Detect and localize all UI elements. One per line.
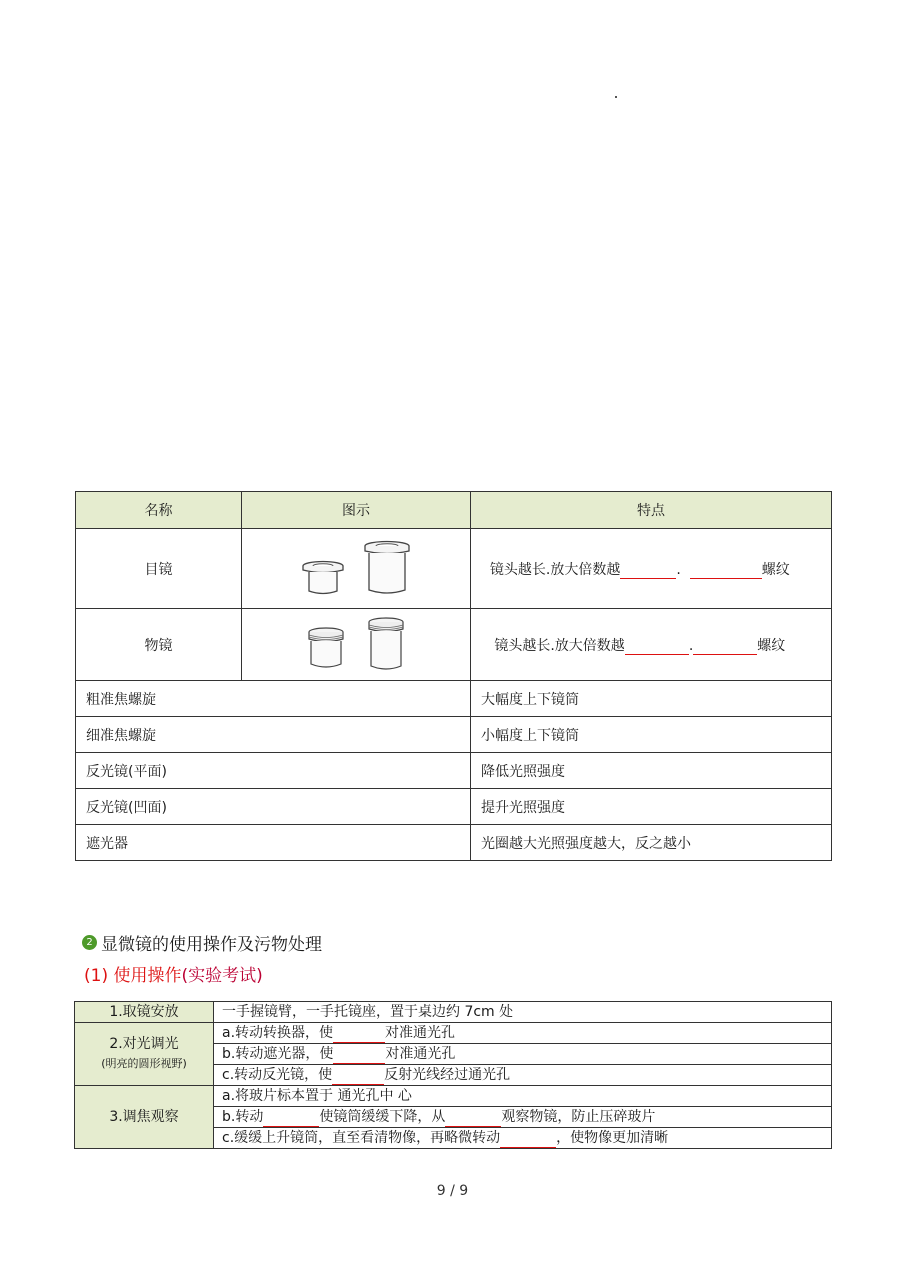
table-row	[76, 609, 832, 681]
step-text	[214, 1023, 832, 1044]
step-text-part: b.转动遮光器，使	[222, 1045, 334, 1062]
thread-label: 螺纹	[761, 561, 790, 578]
eyepiece-feature-text: 镜头越长.放大倍数越	[489, 561, 621, 578]
feature-separator: .	[688, 637, 694, 654]
blank-objective-2	[693, 640, 757, 655]
blank-eyepiece-2	[690, 564, 762, 579]
short-objective-icon	[305, 626, 347, 674]
step-label: 3.调焦观察	[75, 1086, 214, 1149]
part-feature: 光圈越大光照强度越大，反之越小	[471, 825, 832, 861]
microscope-parts-table	[75, 491, 832, 861]
step-label	[75, 1023, 214, 1086]
objective-feature-text: 镜头越长.放大倍数越	[494, 637, 625, 654]
blank-objective-1	[625, 640, 689, 655]
step-text-part: 对准通光孔	[385, 1024, 456, 1041]
part-name: 细准焦螺旋	[76, 717, 471, 753]
subsection-heading	[84, 961, 263, 986]
blank	[263, 1113, 319, 1127]
step-text-part: 对准通光孔	[385, 1045, 456, 1062]
table-row	[76, 753, 832, 789]
step-label-text: 2.对光调光	[109, 1036, 179, 1052]
header-name: 名称	[76, 492, 242, 529]
objective-diagram	[242, 609, 471, 681]
step-label: 1.取镜安放	[75, 1002, 214, 1023]
table-row	[76, 825, 832, 861]
section-number-badge: 2	[82, 935, 97, 950]
subsection-prefix: (1) 使用操作	[84, 966, 182, 986]
operation-steps-table	[74, 1001, 832, 1149]
step-text-part: 使镜筒缓缓下降，从	[319, 1108, 446, 1125]
blank	[445, 1113, 501, 1127]
subsection-note: (实验考试)	[181, 966, 263, 986]
step-text-part: 观察物镜，防止压碎玻片	[501, 1108, 656, 1125]
step-text	[214, 1128, 832, 1149]
blank	[333, 1029, 385, 1043]
blank	[333, 1050, 385, 1064]
short-eyepiece-icon	[301, 560, 345, 598]
table-row	[76, 681, 832, 717]
table-row	[76, 717, 832, 753]
part-name: 反光镜(凹面)	[76, 789, 471, 825]
eyepiece-diagram	[242, 529, 471, 609]
section-title: 显微镜的使用操作及污物处理	[101, 935, 322, 955]
blank	[500, 1134, 556, 1148]
step-text-part: a.转动转换器，使	[222, 1024, 334, 1041]
step-text: 一手握镜臂，一手托镜座，置于桌边约 7cm 处	[214, 1002, 832, 1023]
step-text-part: c.缓缓上升镜筒，直至看清物像，再略微转动	[222, 1129, 501, 1146]
eyepiece-feature	[471, 529, 832, 609]
part-feature: 大幅度上下镜筒	[471, 681, 832, 717]
step-text-part: 反射光线经过通光孔	[384, 1066, 511, 1083]
long-eyepiece-icon	[363, 540, 411, 598]
part-feature: 提升光照强度	[471, 789, 832, 825]
feature-separator: .	[676, 561, 681, 578]
thread-label: 螺纹	[757, 637, 786, 654]
section-heading	[82, 930, 322, 955]
stray-dot	[615, 96, 617, 98]
part-name: 遮光器	[76, 825, 471, 861]
blank-eyepiece-1	[620, 564, 676, 579]
part-feature: 小幅度上下镜筒	[471, 717, 832, 753]
table-row	[76, 789, 832, 825]
step-text	[214, 1044, 832, 1065]
objective-feature	[471, 609, 832, 681]
table-row	[75, 1086, 832, 1107]
step-text: a.将玻片标本置于 通光孔中 心	[214, 1086, 832, 1107]
header-diagram: 图示	[242, 492, 471, 529]
long-objective-icon	[365, 616, 407, 674]
part-feature: 降低光照强度	[471, 753, 832, 789]
step-text-part: ，使物像更加清晰	[556, 1129, 669, 1146]
header-feature: 特点	[471, 492, 832, 529]
part-name: 粗准焦螺旋	[76, 681, 471, 717]
part-name: 反光镜(平面)	[76, 753, 471, 789]
step-text-part: b.转动	[222, 1108, 264, 1125]
step-text	[214, 1065, 832, 1086]
eyepiece-name: 目镜	[76, 529, 242, 609]
step-text-part: c.转动反光镜，使	[222, 1066, 333, 1083]
table-row	[75, 1023, 832, 1044]
blank	[332, 1071, 384, 1085]
table-row	[76, 529, 832, 609]
step-label-sub: (明亮的圆形视野)	[101, 1057, 187, 1070]
step-text	[214, 1107, 832, 1128]
objective-name: 物镜	[76, 609, 242, 681]
page-number: 9 / 9	[436, 1183, 469, 1199]
table-row	[75, 1002, 832, 1023]
